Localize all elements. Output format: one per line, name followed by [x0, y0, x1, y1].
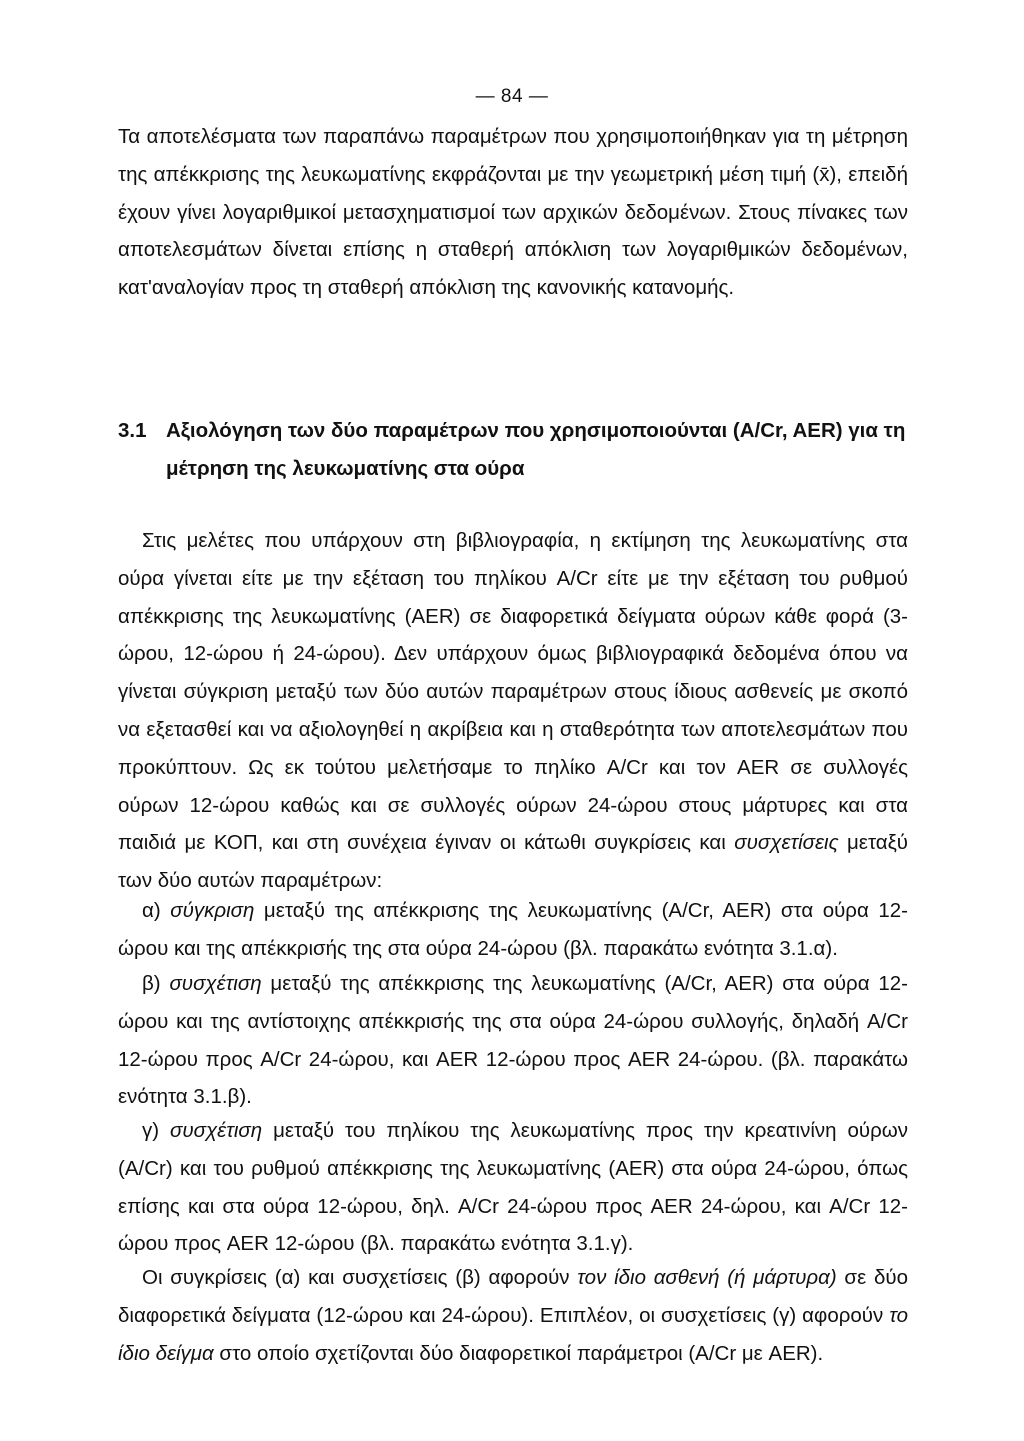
section-title-line1: Αξιολόγηση των δύο παραμέτρων που χρησιμοποιούνται (A/Cr, AER) για τη — [166, 419, 906, 442]
closing-text-1: Οι συγκρίσεις (α) και συσχετίσεις (β) αφορούν — [142, 1266, 578, 1289]
body-paragraph-tail: μεταξύ των δύο αυτών παραμέτρων: — [118, 831, 908, 893]
list-item-text: μεταξύ της απέκκρισης της λευκωματίνης (A/Cr, AER) στα ούρα 12-ώρου και της απέκκρισής της στα ούρα 24-ώρου (βλ. παρακάτω ενότητα 3.1.α). — [118, 899, 908, 960]
closing-text-2: σε δύο διαφορετικά δείγματα (12-ώρου και 24-ώρου). Επιπλέον, οι συσχετίσεις (γ) αφορούν — [118, 1266, 908, 1327]
list-item-label: γ) — [142, 1119, 160, 1142]
list-item-keyword: σύγκριση — [170, 899, 255, 922]
body-paragraph — [118, 522, 908, 900]
list-item-a — [118, 892, 908, 968]
list-item-c — [118, 1112, 908, 1263]
intro-paragraph: Τα αποτελέσματα των παραπάνω παραμέτρων που χρησιμοποιήθηκαν για τη μέτρηση της απέκκρισης της λευκωματίνης εκφράζονται με την γεωμετρική μέση τιμή (x̄), επειδή έχουν γίνει λογαριθμικοί μετασχηματισμοί των αρχικών δεδομένων. Στους πίνακες των αποτελεσμάτων δίνεται επίσης η σταθερή απόκλιση των λογαριθμικών δεδομένων, κατ'αναλογίαν προς τη σταθερή απόκλιση της κανονικής κατανομής. — [118, 125, 908, 300]
list-item-label: β) — [142, 972, 161, 995]
section-number: 3.1 — [118, 419, 147, 442]
list-item-keyword: συσχέτιση — [170, 1119, 263, 1142]
page-number: — 84 — — [475, 86, 549, 107]
list-item-text: μεταξύ της απέκκρισης της λευκωματίνης (A/Cr, AER) στα ούρα 12-ώρου και της αντίστοιχης απέκκρισής της στα ούρα 24-ώρου συλλογής, δηλαδή A/Cr 12-ώρου προς A/Cr 24-ώρου, και AER 12-ώρου προς AER 24-ώρου. (βλ. παρακάτω ενότητα 3.1.β). — [118, 972, 908, 1109]
list-item-b — [118, 965, 908, 1116]
section-heading — [118, 412, 908, 488]
closing-paragraph — [118, 1259, 908, 1372]
closing-italic-1: τον ίδιο ασθενή (ή μάρτυρα) — [577, 1266, 837, 1289]
section-title-line2: μέτρηση της λευκωματίνης στα ούρα — [166, 457, 525, 480]
list-item-label: α) — [142, 899, 161, 922]
list-item-keyword: συσχέτιση — [169, 972, 262, 995]
closing-italic-2: το ίδιο δείγμα — [118, 1303, 908, 1365]
body-paragraph-text: Στις μελέτες που υπάρχουν στη βιβλιογραφία, η εκτίμηση της λευκωματίνης στα ούρα γίνεται είτε με την εξέταση του πηλίκου A/Cr είτε με την εξέταση του ρυθμού απέκκρισης της λευκωματίνης (AER) σε διαφορετικά δείγματα ούρων κάθε φορά (3-ώρου, 12-ώρου ή 24-ώρου). Δεν υπάρχουν όμως βιβλιογραφικά δεδομένα όπου να γίνεται σύγκριση μεταξύ των δύο αυτών παραμέτρων στους ίδιους ασθενείς με σκοπό να εξετασθεί και να αξιολογηθεί η ακρίβεια και η σταθερότητα των αποτελεσμάτων που προκύπτουν. Ως εκ τούτου μελετήσαμε το πηλίκο A/Cr και τον AER σε συλλογές ούρων 12-ώρου καθώς και σε συλλογές ούρων 24-ώρου στους μάρτυρες και στα παιδιά με ΚΟΠ, και στη συνέχεια έγιναν οι κάτωθι συγκρίσεις και — [118, 529, 908, 855]
closing-text-3: στο οποίο σχετίζονται δύο διαφορετικοί παράμετροι (A/Cr με AER). — [213, 1341, 824, 1365]
body-paragraph-italic: συσχετίσεις — [734, 831, 839, 855]
list-item-text: μεταξύ του πηλίκου της λευκωματίνης προς την κρεατινίνη ούρων (A/Cr) και του ρυθμού απέκκρισης της λευκωματίνης (AER) στα ούρα 24-ώρου, όπως επίσης και στα ούρα 12-ώρου, δηλ. A/Cr 24-ώρου προς AER 24-ώρου, και A/Cr 12-ώρου προς AER 12-ώρου (βλ. παρακάτω ενότητα 3.1.γ). — [118, 1119, 908, 1256]
